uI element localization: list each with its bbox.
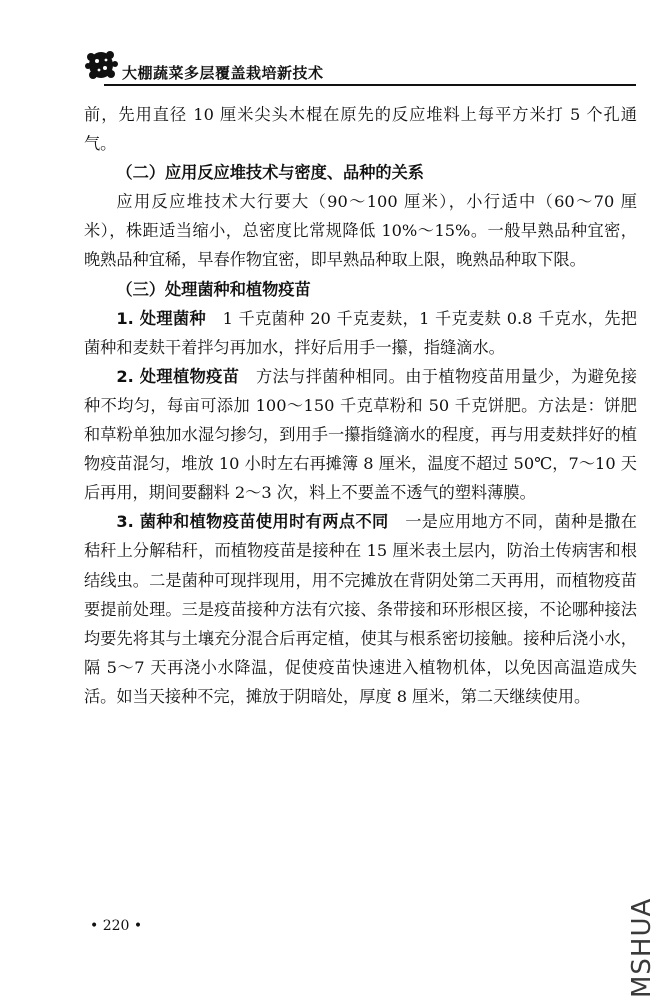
running-header	[84, 40, 636, 90]
header-rule	[104, 84, 636, 86]
watermark: MSHUA	[627, 897, 657, 998]
item-1-text: 1 千克菌种 20 千克麦麸，1 千克麦麸 0.8 千克水，先把菌种和麦麸干着拌匀再加水，拌好后用手一攥，指缝滴水。	[84, 308, 637, 357]
item-2-label: 2. 处理植物疫苗	[116, 366, 240, 386]
item-2-text: 方法与拌菌种相同。由于植物疫苗用量少，为避免接种不均匀，每亩可添加 100～150 千克草粉和 50 千克饼肥。方法是：饼肥和草粉单独加水湿匀掺匀，到用手一攥指缝滴水的程度，再与用麦麸拌好的植物疫苗混匀，堆放 10 小时左右再摊簿 8 厘米，温度不超过 50℃，7～10 天后再用，期间要翻料 2～3 次，料上不要盖不透气的塑料薄膜。	[84, 366, 637, 503]
page-body	[84, 100, 637, 711]
paragraph-density: 应用反应堆技术大行要大（90～100 厘米），小行适中（60～70 厘米），株距适当缩小，总密度比常规降低 10%～15%。一般早熟品种宜密，晚熟品种宜稀，早春作物宜密，即早熟品种取上限，晚熟品种取下限。	[84, 192, 637, 270]
paragraph-item-1	[84, 304, 637, 362]
section-heading-2: （二）应用反应堆技术与密度、品种的关系	[116, 163, 424, 183]
paragraph-continuation: 前，先用直径 10 厘米尖头木棍在原先的反应堆料上每平方米打 5 个孔通气。	[84, 105, 637, 154]
item-3-text: 一是应用地方不同，菌种是撒在秸秆上分解秸秆，而植物疫苗是接种在 15 厘米表土层内，防治土传病害和根结线虫。二是菌种可现拌现用，用不完摊放在背阴处第二天再用，而植物疫苗要提前处理。三是疫苗接种方法有穴接、条带接和环形根区接，不论哪种接法均要先将其与土壤充分混合后再定植，使其与根系密切接触。接种后浇小水，隔 5～7 天再浇小水降温，促使疫苗快速进入植物机体，以免因高温造成失活。如当天接种不完，摊放于阴暗处，厚度 8 厘米，第二天继续使用。	[84, 512, 637, 706]
paragraph-item-2	[84, 362, 637, 507]
section-heading-3: （三）处理菌种和植物疫苗	[116, 279, 311, 299]
paragraph-item-3	[84, 507, 637, 711]
header-title: 大棚蔬菜多层覆盖栽培新技术	[122, 64, 324, 82]
item-3-label: 3. 菌种和植物疫苗使用时有两点不同	[116, 512, 389, 532]
leaf-emblem-icon	[84, 48, 124, 82]
page-number: • 220 •	[90, 918, 143, 934]
item-1-label: 1. 处理菌种	[116, 308, 207, 328]
